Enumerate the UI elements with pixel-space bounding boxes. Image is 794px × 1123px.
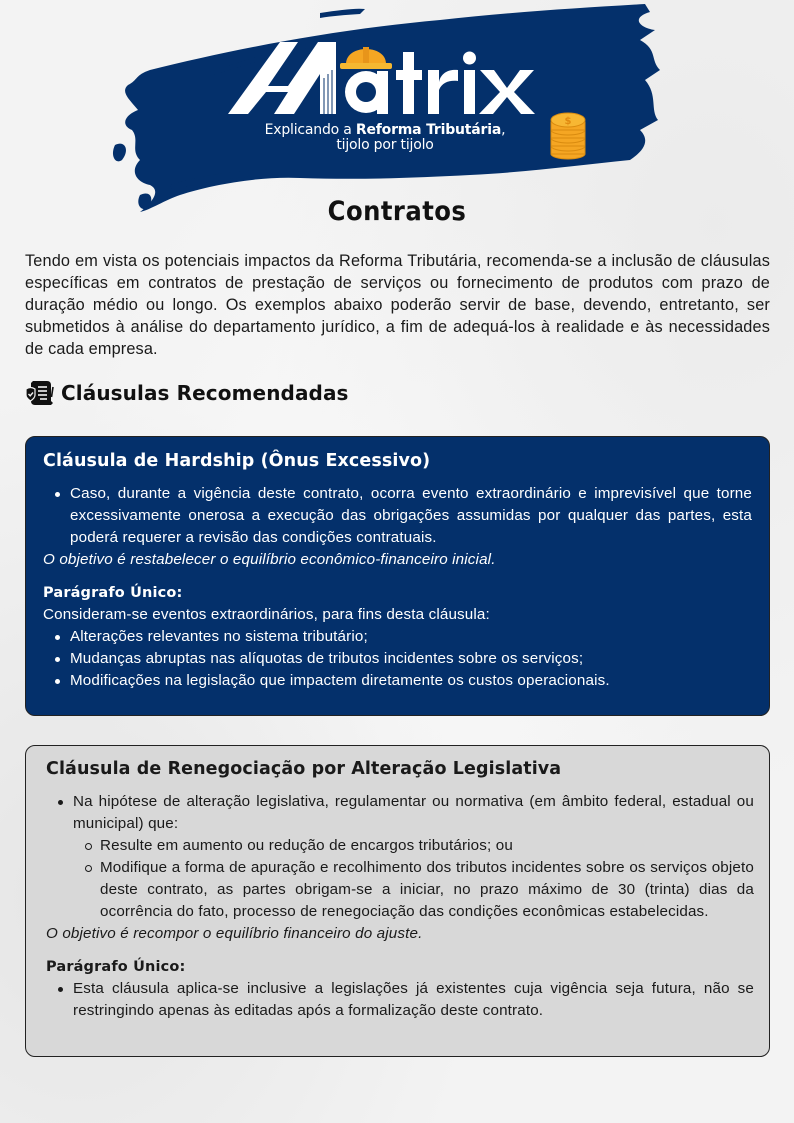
- tagline-bold: Reforma Tributária: [355, 122, 502, 138]
- tagline-suffix: ,: [501, 122, 506, 138]
- tagline-line2: tijolo por tijolo: [336, 137, 434, 153]
- clause-sub-bullets: [73, 835, 754, 923]
- section-title: Cláusulas Recomendadas: [61, 381, 349, 405]
- logo-tagline: [240, 123, 530, 153]
- paragraph-title: Parágrafo Único:: [46, 959, 186, 975]
- list-item: Modifique a forma de apuração e recolhimento dos tributos incidentes sobre os serviços objeto deste contrato, as partes obrigam-se a iniciar, no prazo máximo de 30 (trinta) dias da ocorrência do fato, processo de renegociação das condições econômicas estabelecidas.: [73, 857, 754, 923]
- paragraph-title: Parágrafo Único:: [43, 585, 183, 601]
- page-title: Contratos: [327, 196, 467, 227]
- clause-title: Cláusula de Hardship (Ônus Excessivo): [43, 451, 431, 471]
- section-heading: [25, 378, 349, 408]
- intro-paragraph: Tendo em vista os potenciais impactos da Reforma Tributária, recomenda-se a inclusão de cláusulas específicas em contratos de prestação de serviços ou fornecimento de produtos com prazo de duração médio ou longo. Os exemplos abaixo poderão servir de base, devendo, entretanto, ser submetidos à análise do departamento jurídico, a fim de adequá-los à realidade e às necessidades de cada empresa.: [25, 252, 770, 358]
- clause-card-renegotiation: [25, 745, 770, 1057]
- clause-title: Cláusula de Renegociação por Alteração Legislativa: [46, 759, 562, 779]
- list-item: Modificações na legislação que impactem diretamente os custos operacionais.: [43, 670, 752, 692]
- svg-text:$: $: [564, 116, 572, 127]
- list-item: Mudanças abruptas nas alíquotas de tributos incidentes sobre os serviços;: [43, 648, 752, 670]
- list-item: Alterações relevantes no sistema tributário;: [43, 626, 752, 648]
- matrix-wordmark-icon: [228, 34, 558, 120]
- paragraph-bullets: [46, 978, 754, 1022]
- list-item: Na hipótese de alteração legislativa, regulamentar ou normativa (em âmbito federal, estadual ou municipal) que:: [46, 791, 754, 835]
- list-item: Esta cláusula aplica-se inclusive a legislações já existentes cuja vigência seja futura, não se restringindo apenas às editadas após a formalização deste contrato.: [46, 978, 754, 1022]
- paragraph-intro: Consideram-se eventos extraordinários, para fins desta cláusula:: [43, 606, 490, 623]
- clause-bullets: [43, 483, 752, 549]
- tagline-prefix: Explicando a: [264, 122, 356, 138]
- clause-objective: O objetivo é restabelecer o equilíbrio econômico-financeiro inicial.: [43, 551, 496, 568]
- matrix-logo-banner: [110, 0, 670, 220]
- contract-document-icon: [25, 379, 55, 407]
- coin-stack-icon: [548, 108, 588, 160]
- list-item: Resulte em aumento ou redução de encargos tributários; ou: [73, 835, 754, 857]
- list-item: Caso, durante a vigência deste contrato, ocorra evento extraordinário e imprevisível que torne excessivamente onerosa a execução das obrigações assumidas por qualquer das partes, esta poderá requerer a revisão das condições contratuais.: [43, 483, 752, 549]
- clause-bullets: [46, 791, 754, 835]
- paragraph-bullets: [43, 626, 752, 692]
- clause-objective: O objetivo é recompor o equilíbrio financeiro do ajuste.: [46, 925, 423, 942]
- clause-card-hardship: [25, 436, 770, 716]
